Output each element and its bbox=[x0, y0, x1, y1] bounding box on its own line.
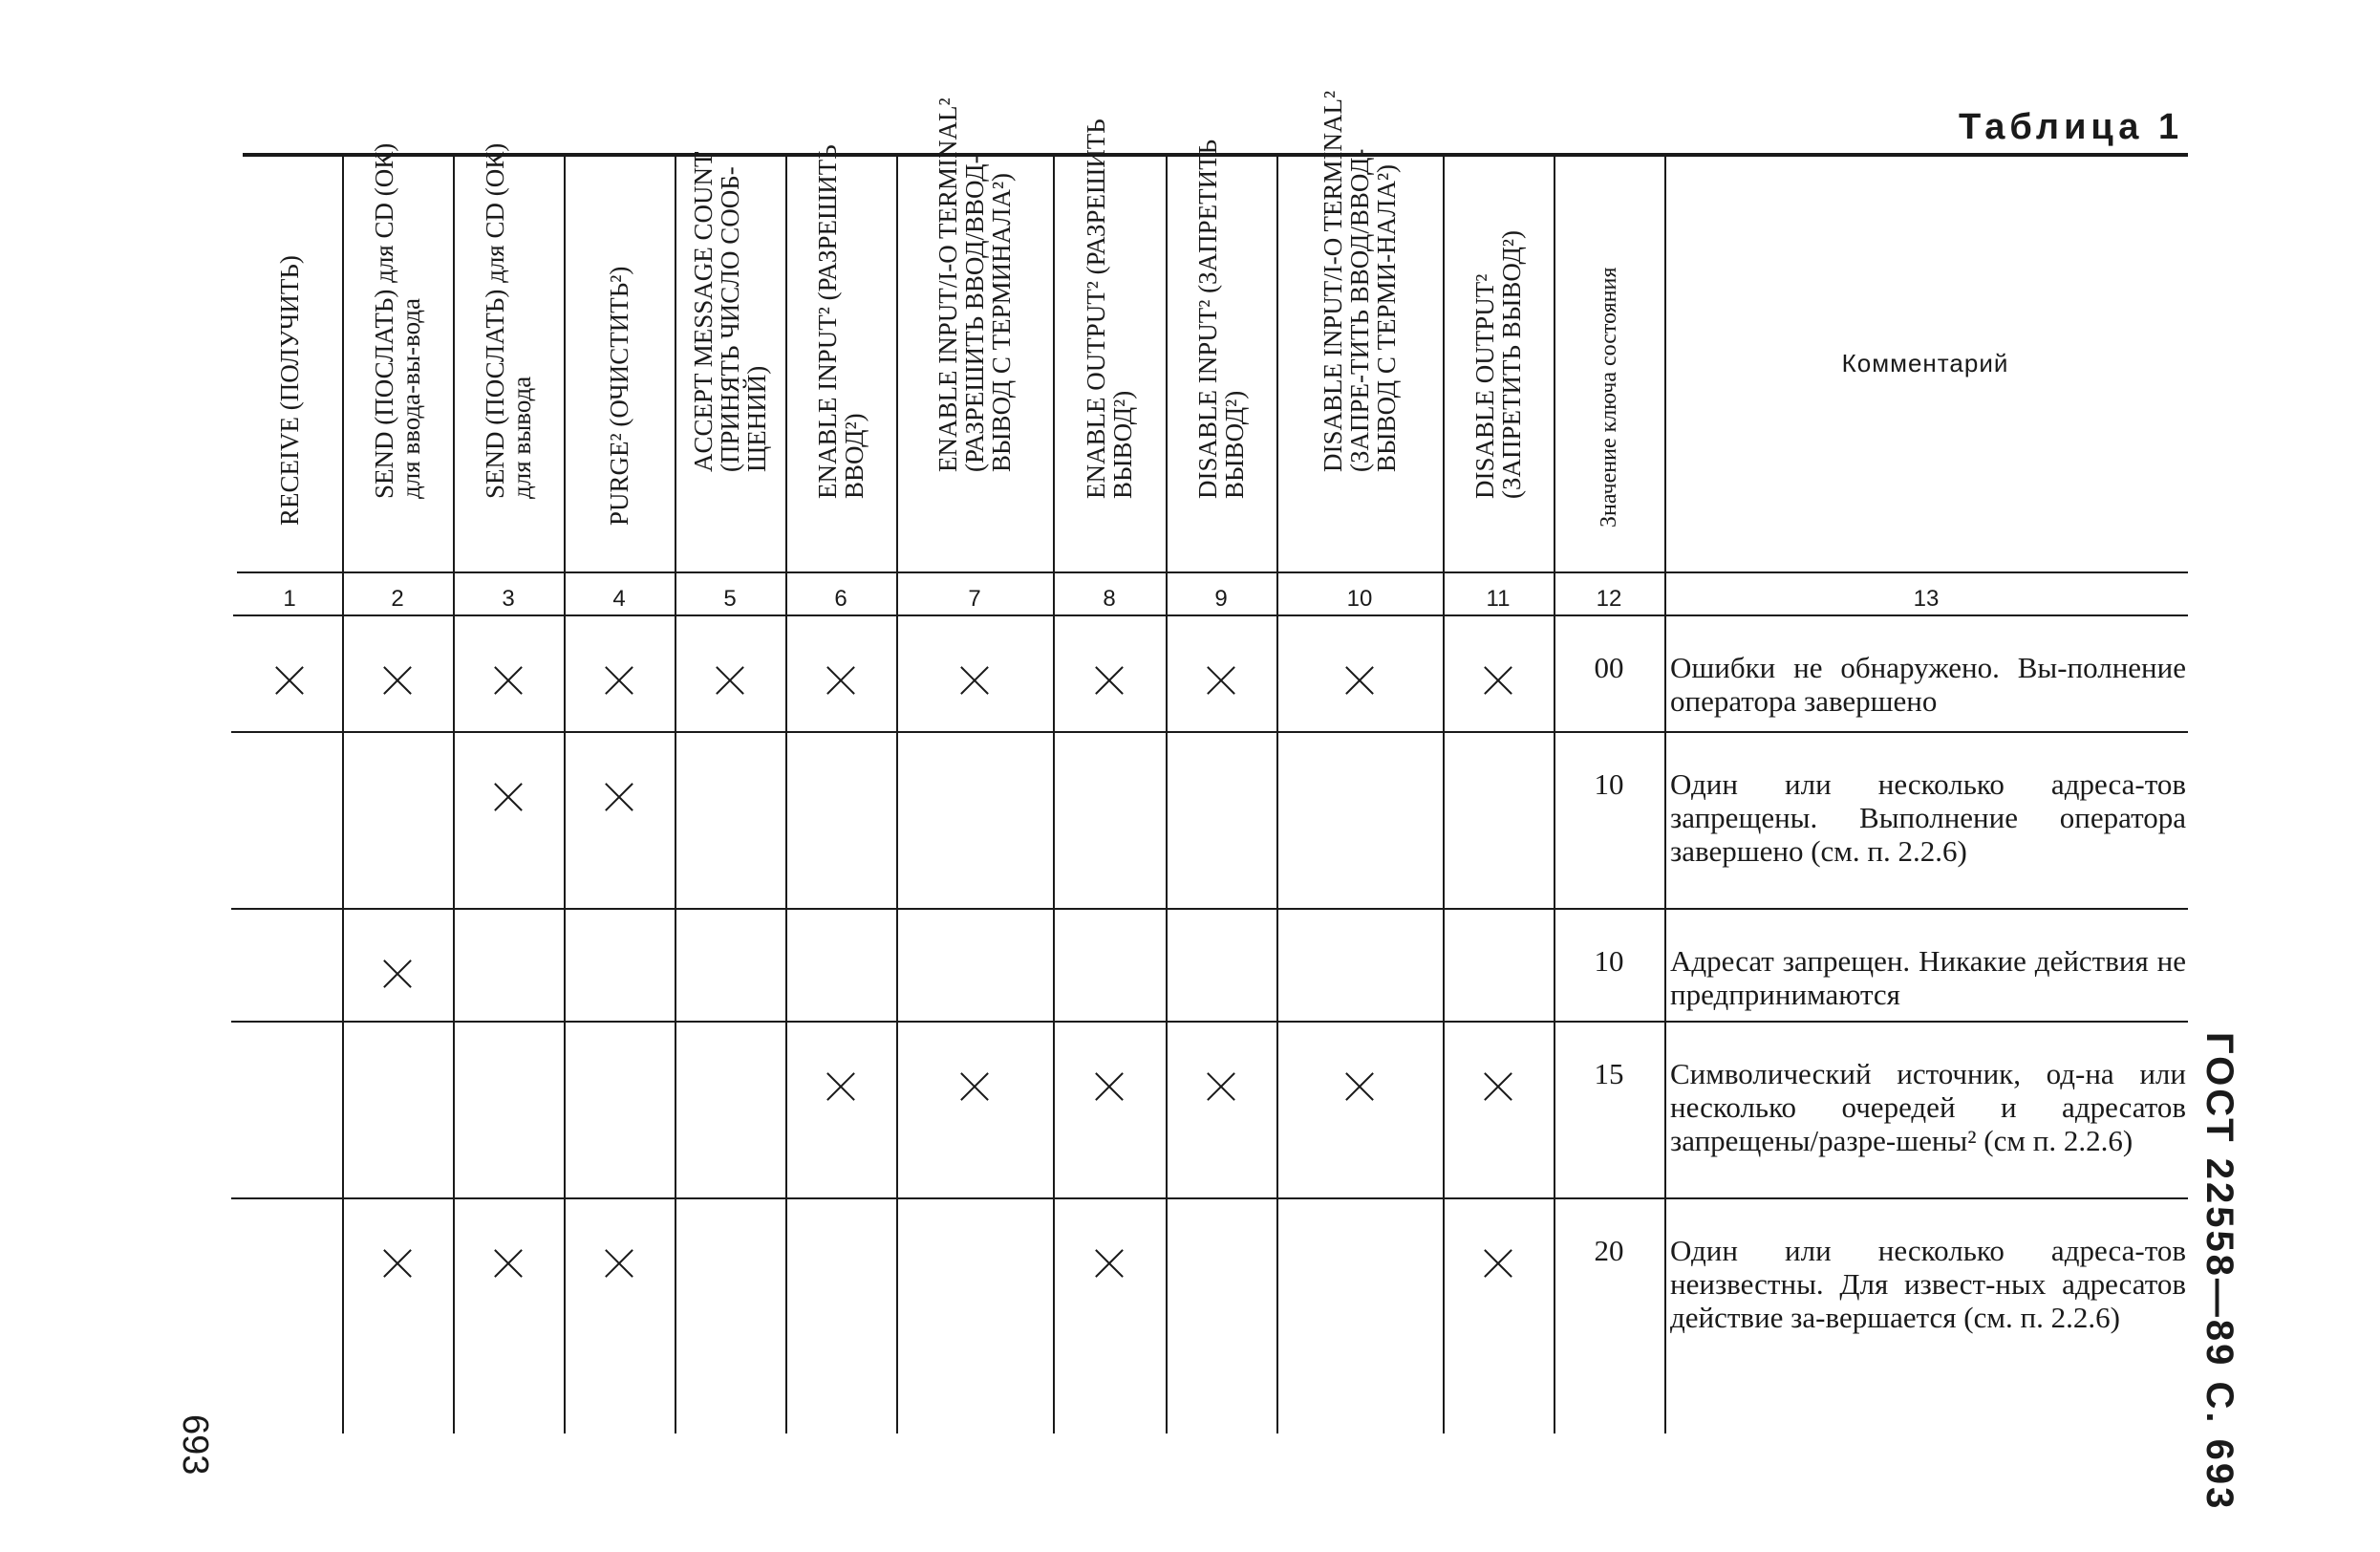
column-header-5 bbox=[675, 151, 785, 562]
cross-mark bbox=[492, 781, 525, 813]
cross-mark bbox=[381, 958, 414, 990]
column-number: 8 bbox=[1103, 586, 1116, 612]
header-bottom-rule bbox=[237, 571, 2188, 573]
status-comment: Один или несколько адреса-тов неизвестны. Для извест-ных адресатов действие за-вершается (см. п. 2.2.6) bbox=[1670, 1234, 2186, 1334]
table-title: Таблица 1 bbox=[1959, 107, 2184, 147]
column-number: 13 bbox=[1913, 586, 1940, 612]
running-head-text: ГОСТ 22558—89 С. 693 bbox=[2198, 1032, 2241, 1512]
status-comment: Символический источник, од-на или несколько очередей и адресатов запрещены/разре-шены² (см п. 2.2.6) bbox=[1670, 1057, 2186, 1157]
cross-mark bbox=[1093, 1070, 1126, 1103]
row-separator bbox=[231, 1021, 2188, 1023]
column-header-10 bbox=[1276, 90, 1443, 562]
column-number: 6 bbox=[834, 586, 847, 612]
cross-mark bbox=[381, 664, 414, 697]
column-number: 7 bbox=[968, 586, 981, 612]
status-code: 00 bbox=[1594, 651, 1624, 684]
column-number: 9 bbox=[1214, 586, 1228, 612]
status-comment: Ошибки не обнаружено. Вы-полнение оператора завершено bbox=[1670, 651, 2186, 718]
cross-mark bbox=[1205, 664, 1237, 697]
column-header-text: SEND (ПОСЛАТЬ) для CD (ОК) для вывода bbox=[481, 142, 536, 499]
column-header-12 bbox=[1554, 161, 1664, 562]
column-header-text: RECEIVE (ПОЛУЧИТЬ) bbox=[275, 255, 304, 526]
column-number: 4 bbox=[612, 586, 626, 612]
column-number: 10 bbox=[1346, 586, 1373, 612]
cross-mark bbox=[1205, 1070, 1237, 1103]
column-number: 5 bbox=[723, 586, 737, 612]
cross-mark bbox=[1343, 664, 1376, 697]
cross-mark bbox=[603, 781, 635, 813]
column-header-text: ENABLE INPUT/I-O TERMINAL² (РАЗРЕШИТЬ ВВОД/ВВОД-ВЫВОД С ТЕРМИНАЛА²) bbox=[933, 97, 1016, 472]
status-code: 10 bbox=[1594, 767, 1624, 801]
column-header-3 bbox=[453, 142, 564, 562]
cross-mark bbox=[603, 1247, 635, 1280]
column-header-1 bbox=[237, 161, 342, 562]
status-code: 10 bbox=[1594, 944, 1624, 978]
cross-mark bbox=[1093, 1247, 1126, 1280]
cross-mark bbox=[1093, 664, 1126, 697]
cross-mark bbox=[958, 664, 991, 697]
status-code: 15 bbox=[1594, 1057, 1624, 1090]
column-header-2 bbox=[342, 142, 453, 562]
status-comment: Адресат запрещен. Никакие действия не предпринимаются bbox=[1670, 944, 2186, 1011]
cross-mark bbox=[714, 664, 746, 697]
column-header-text: ACCEPT MESSAGE COUNT (ПРИНЯТЬ ЧИСЛО СООБ-ЩЕНИЙ) bbox=[689, 151, 771, 472]
status-code: 20 bbox=[1594, 1234, 1624, 1267]
cross-mark bbox=[1482, 1070, 1514, 1103]
column-header-9 bbox=[1166, 139, 1276, 562]
cross-mark bbox=[825, 1070, 857, 1103]
column-header-text: DISABLE INPUT/I-O TERMINAL² (ЗАПРЕ-ТИТЬ ВВОД/ВВОД-ВЫВОД С ТЕРМИ-НАЛА²) bbox=[1319, 90, 1401, 472]
column-header-8 bbox=[1053, 119, 1166, 562]
row-separator bbox=[231, 908, 2188, 910]
column-header-4 bbox=[564, 161, 675, 562]
column-header-text: SEND (ПОСЛАТЬ) для CD (ОК) для ввода-вы-вода bbox=[370, 142, 425, 499]
cross-mark bbox=[492, 664, 525, 697]
page-number-text: 693 bbox=[175, 1414, 215, 1476]
column-number: 3 bbox=[502, 586, 515, 612]
row-separator bbox=[231, 731, 2188, 733]
column-number: 11 bbox=[1486, 586, 1511, 612]
cross-mark bbox=[1343, 1070, 1376, 1103]
cross-mark bbox=[958, 1070, 991, 1103]
cross-mark bbox=[381, 1247, 414, 1280]
cross-mark bbox=[273, 664, 306, 697]
column-header-7 bbox=[896, 97, 1053, 562]
column-header-text: ENABLE OUTPUT² (РАЗРЕШИТЬ ВЫВОД²) bbox=[1082, 119, 1137, 499]
cross-mark bbox=[1482, 1247, 1514, 1280]
comment-header: Комментарий bbox=[1841, 349, 2009, 377]
column-number: 1 bbox=[283, 586, 296, 612]
column-header-11 bbox=[1443, 161, 1554, 562]
column-header-text: DISABLE INPUT² (ЗАПРЕТИТЬ ВЫВОД²) bbox=[1193, 139, 1249, 499]
colnum-bottom-rule bbox=[233, 614, 2188, 616]
column-header-text: Значение ключа состояния bbox=[1597, 267, 1621, 528]
column-rule bbox=[1664, 157, 1666, 1433]
status-comment: Один или несколько адреса-тов запрещены. Выполнение оператора завершено (см. п. 2.2.6) bbox=[1670, 767, 2186, 868]
column-header-6 bbox=[785, 144, 896, 562]
row-separator bbox=[231, 1197, 2188, 1199]
cross-mark bbox=[603, 664, 635, 697]
column-header-text: ENABLE INPUT² (РАЗРЕШИТЬ ВВОД²) bbox=[813, 144, 868, 499]
column-header-text: PURGE² (ОЧИСТИТЬ²) bbox=[605, 266, 633, 526]
cross-mark bbox=[492, 1247, 525, 1280]
column-header-text: DISABLE OUTPUT² (ЗАПРЕТИТЬ ВЫВОД²) bbox=[1470, 230, 1526, 499]
column-number: 12 bbox=[1596, 586, 1622, 612]
column-number: 2 bbox=[391, 586, 404, 612]
cross-mark bbox=[1482, 664, 1514, 697]
cross-mark bbox=[825, 664, 857, 697]
